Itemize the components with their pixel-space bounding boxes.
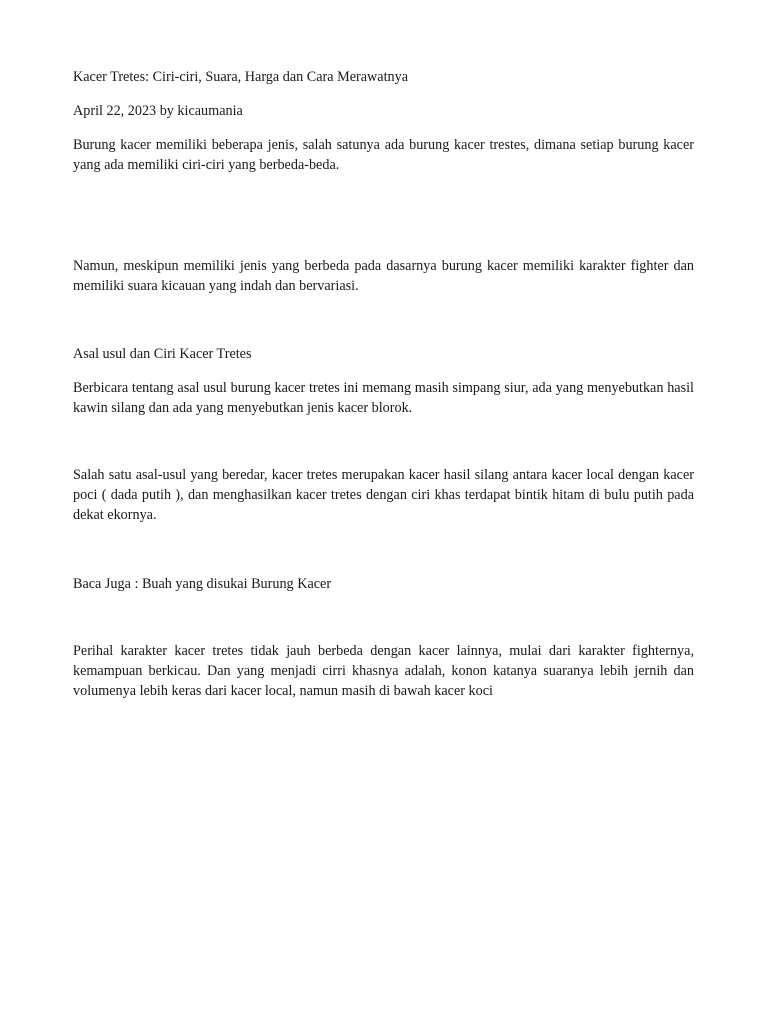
- section-heading-asal-usul: Asal usul dan Ciri Kacer Tretes: [73, 346, 252, 362]
- paragraph-karakter-tretes: Perihal karakter kacer tretes tidak jauh berbeda dengan kacer lainnya, mulai dari karakter fighternya, kemampuan berkicau. Dan yang menjadi cirri khasnya adalah, konon katanya suaranya lebih jernih dan volumenya lebih keras dari kacer local, namun masih di bawah kacer koci: [73, 643, 694, 699]
- paragraph-karakter: Namun, meskipun memiliki jenis yang berbeda pada dasarnya burung kacer memiliki karakter fighter dan memiliki suara kicauan yang indah dan bervariasi.: [73, 258, 694, 294]
- paragraph-asal-usul: Berbicara tentang asal usul burung kacer tretes ini memang masih simpang siur, ada yang menyebutkan hasil kawin silang dan ada yang menyebutkan jenis kacer blorok.: [73, 380, 694, 416]
- post-meta: April 22, 2023 by kicaumania: [73, 103, 243, 119]
- baca-juga-link: Baca Juga : Buah yang disukai Burung Kacer: [73, 576, 332, 592]
- paragraph-intro: Burung kacer memiliki beberapa jenis, salah satunya ada burung kacer trestes, dimana setiap burung kacer yang ada memiliki ciri-ciri yang berbeda-beda.: [73, 137, 694, 173]
- paragraph-silang: Salah satu asal-usul yang beredar, kacer tretes merupakan kacer hasil silang antara kacer local dengan kacer poci ( dada putih ), dan menghasilkan kacer tretes dengan ciri khas terdapat bintik hitam di bulu putih pada dekat ekornya.: [73, 467, 694, 523]
- document-title: Kacer Tretes: Ciri-ciri, Suara, Harga dan Cara Merawatnya: [73, 69, 408, 85]
